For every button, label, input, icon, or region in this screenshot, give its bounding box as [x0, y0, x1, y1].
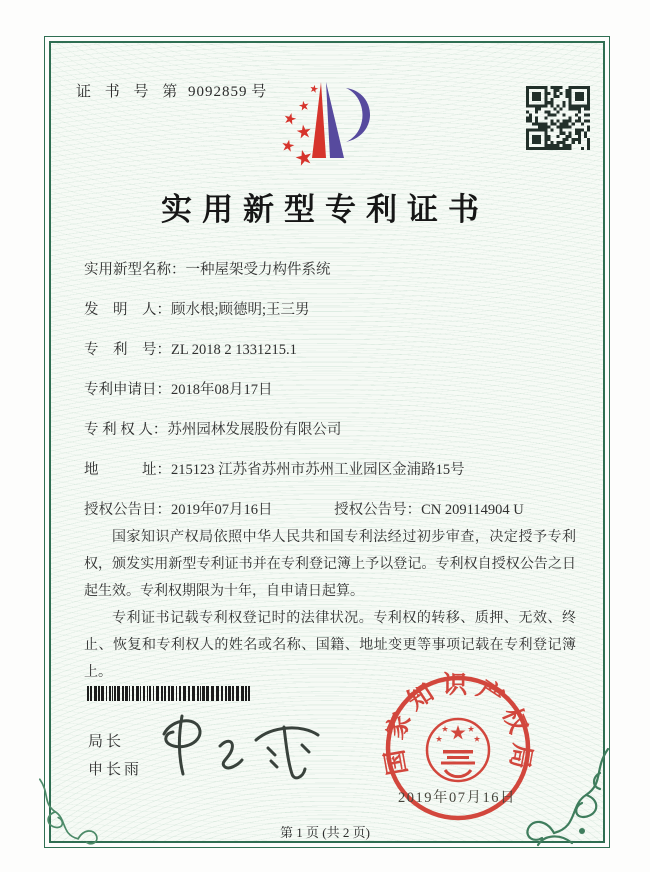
commissioner-name: 申长雨 [88, 762, 143, 778]
field-value: 2018年08月17日 [171, 382, 273, 398]
field-row-name [84, 250, 584, 290]
certificate-number [76, 80, 266, 101]
legal-paragraph-2: 专利证书记载专利权登记时的法律状况。专利权的转移、质押、无效、终止、恢复和专利权人的姓名或名称、国籍、地址变更等事项记载在专利登记簿上。 [84, 611, 576, 680]
barcode [85, 686, 255, 701]
seal-ring-text: 国家知识产权局 [380, 671, 536, 778]
commissioner-title: 局长 [88, 734, 125, 750]
seal-date: 2019年07月16日 [398, 790, 516, 806]
field-row-filing-date [84, 370, 584, 410]
cnipa-logo-icon [268, 76, 380, 175]
field-value: 一种屋架受力构件系统 [185, 262, 331, 278]
certificate-number-prefix: 证 书 号 第 [76, 84, 183, 100]
certificate-fields [84, 250, 584, 530]
field-value: ZL 2018 2 1331215.1 [171, 342, 297, 358]
corner-flourish-icon [34, 775, 108, 858]
official-seal [378, 668, 538, 833]
qr-code [526, 86, 590, 150]
commissioner-signature-icon [152, 704, 352, 791]
field-label: 专 利 号： [84, 342, 171, 358]
page-footer: 第 1 页 (共 2 页) [280, 825, 370, 840]
grant-no-value: CN 209114904 U [421, 502, 524, 518]
field-row-address [84, 450, 584, 490]
field-label: 专利申请日： [84, 382, 171, 398]
field-label: 专 利 权 人： [84, 422, 168, 438]
field-label: 地 址： [84, 462, 171, 478]
field-label: 发 明 人： [84, 302, 171, 318]
field-value: 215123 江苏省苏州市苏州工业园区金浦路15号 [171, 462, 465, 478]
grant-date-label: 授权公告日： [84, 502, 171, 518]
field-value: 顾水根;顾德明;王三男 [171, 302, 310, 318]
certificate-title: 实用新型专利证书 [161, 192, 489, 227]
field-label: 实用新型名称： [84, 262, 186, 278]
legal-text [84, 524, 576, 686]
field-value: 苏州园林发展股份有限公司 [167, 422, 342, 438]
grant-date-value: 2019年07月16日 [171, 502, 273, 518]
legal-paragraph-1: 国家知识产权局依照中华人民共和国专利法经过初步审查，决定授予专利权，颁发实用新型专利证书并在专利登记簿上予以登记。专利权自授权公告之日起生效。专利权期限为十年，自申请日起算。 [84, 530, 576, 599]
field-row-inventors [84, 290, 584, 330]
field-row-patentee [84, 410, 584, 450]
grant-no-label: 授权公告号： [334, 502, 422, 518]
certificate-number-value: 9092859 [188, 84, 248, 100]
field-row-patent-no [84, 330, 584, 370]
certificate-number-suffix: 号 [251, 84, 267, 100]
